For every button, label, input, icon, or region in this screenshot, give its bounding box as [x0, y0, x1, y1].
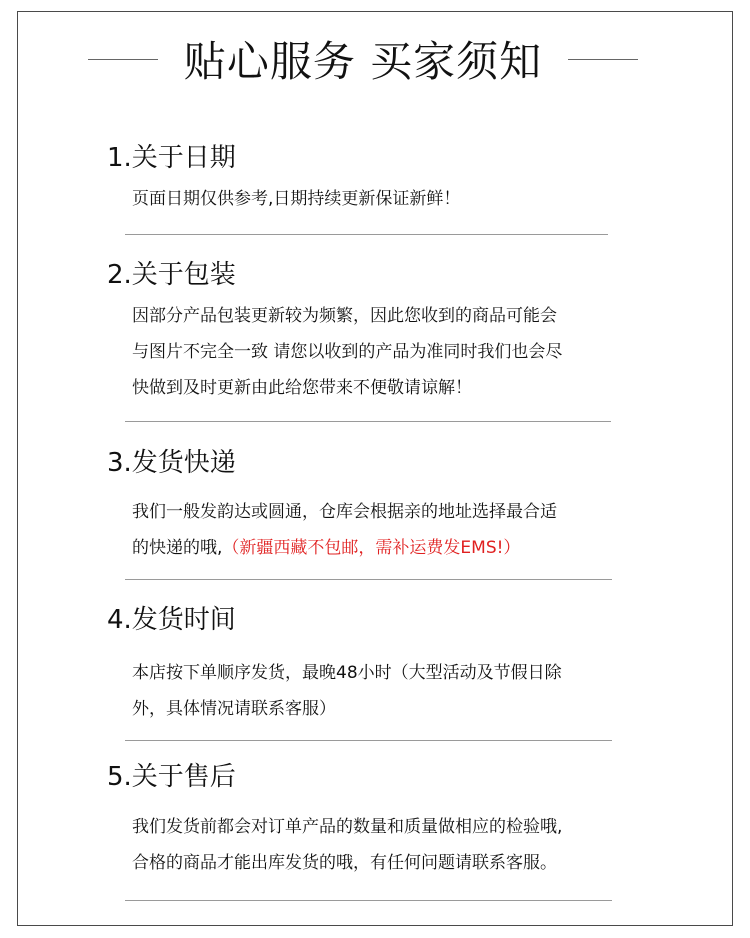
section-divider	[125, 421, 611, 422]
body-line: 页面日期仅供参考,日期持续更新保证新鲜！	[132, 189, 461, 209]
body-line: 合格的商品才能出库发货的哦，有任何问题请联系客服。	[132, 853, 557, 873]
page-title: 贴心服务 买家须知	[183, 37, 543, 86]
title-divider-left	[88, 59, 158, 60]
section-body	[132, 298, 632, 406]
section-divider	[125, 579, 612, 580]
title-divider-right	[568, 59, 638, 60]
body-line-prefix: 的快递的哦,	[132, 538, 223, 558]
body-line: 快做到及时更新由此给您带来不便敬请谅解！	[132, 378, 472, 398]
body-line: 我们一般发韵达或圆通，仓库会根据亲的地址选择最合适	[132, 502, 557, 522]
body-line: 外，具体情况请联系客服）	[132, 699, 336, 719]
section-body	[132, 809, 632, 881]
section-body	[132, 181, 632, 217]
section-heading: 1.关于日期	[107, 143, 236, 173]
section-heading: 3.发货快递	[107, 448, 236, 478]
body-line: 因部分产品包装更新较为频繁，因此您收到的商品可能会	[132, 306, 557, 326]
section-body	[132, 494, 632, 566]
section-heading: 5.关于售后	[107, 762, 236, 792]
section-body	[132, 655, 632, 727]
shipping-exception-note: （新疆西藏不包邮，需补运费发EMS!）	[222, 538, 521, 558]
section-heading: 4.发货时间	[107, 605, 236, 635]
body-line-mixed	[132, 530, 632, 566]
section-divider	[125, 740, 612, 741]
section-divider	[125, 234, 608, 235]
title-row	[0, 36, 750, 88]
body-line: 本店按下单顺序发货，最晚48小时（大型活动及节假日除	[132, 663, 562, 683]
body-line: 与图片不完全一致 请您以收到的产品为准同时我们也会尽	[132, 342, 563, 362]
section-divider	[125, 900, 612, 901]
body-line: 我们发货前都会对订单产品的数量和质量做相应的检验哦,	[132, 817, 563, 837]
section-heading: 2.关于包装	[107, 260, 236, 290]
